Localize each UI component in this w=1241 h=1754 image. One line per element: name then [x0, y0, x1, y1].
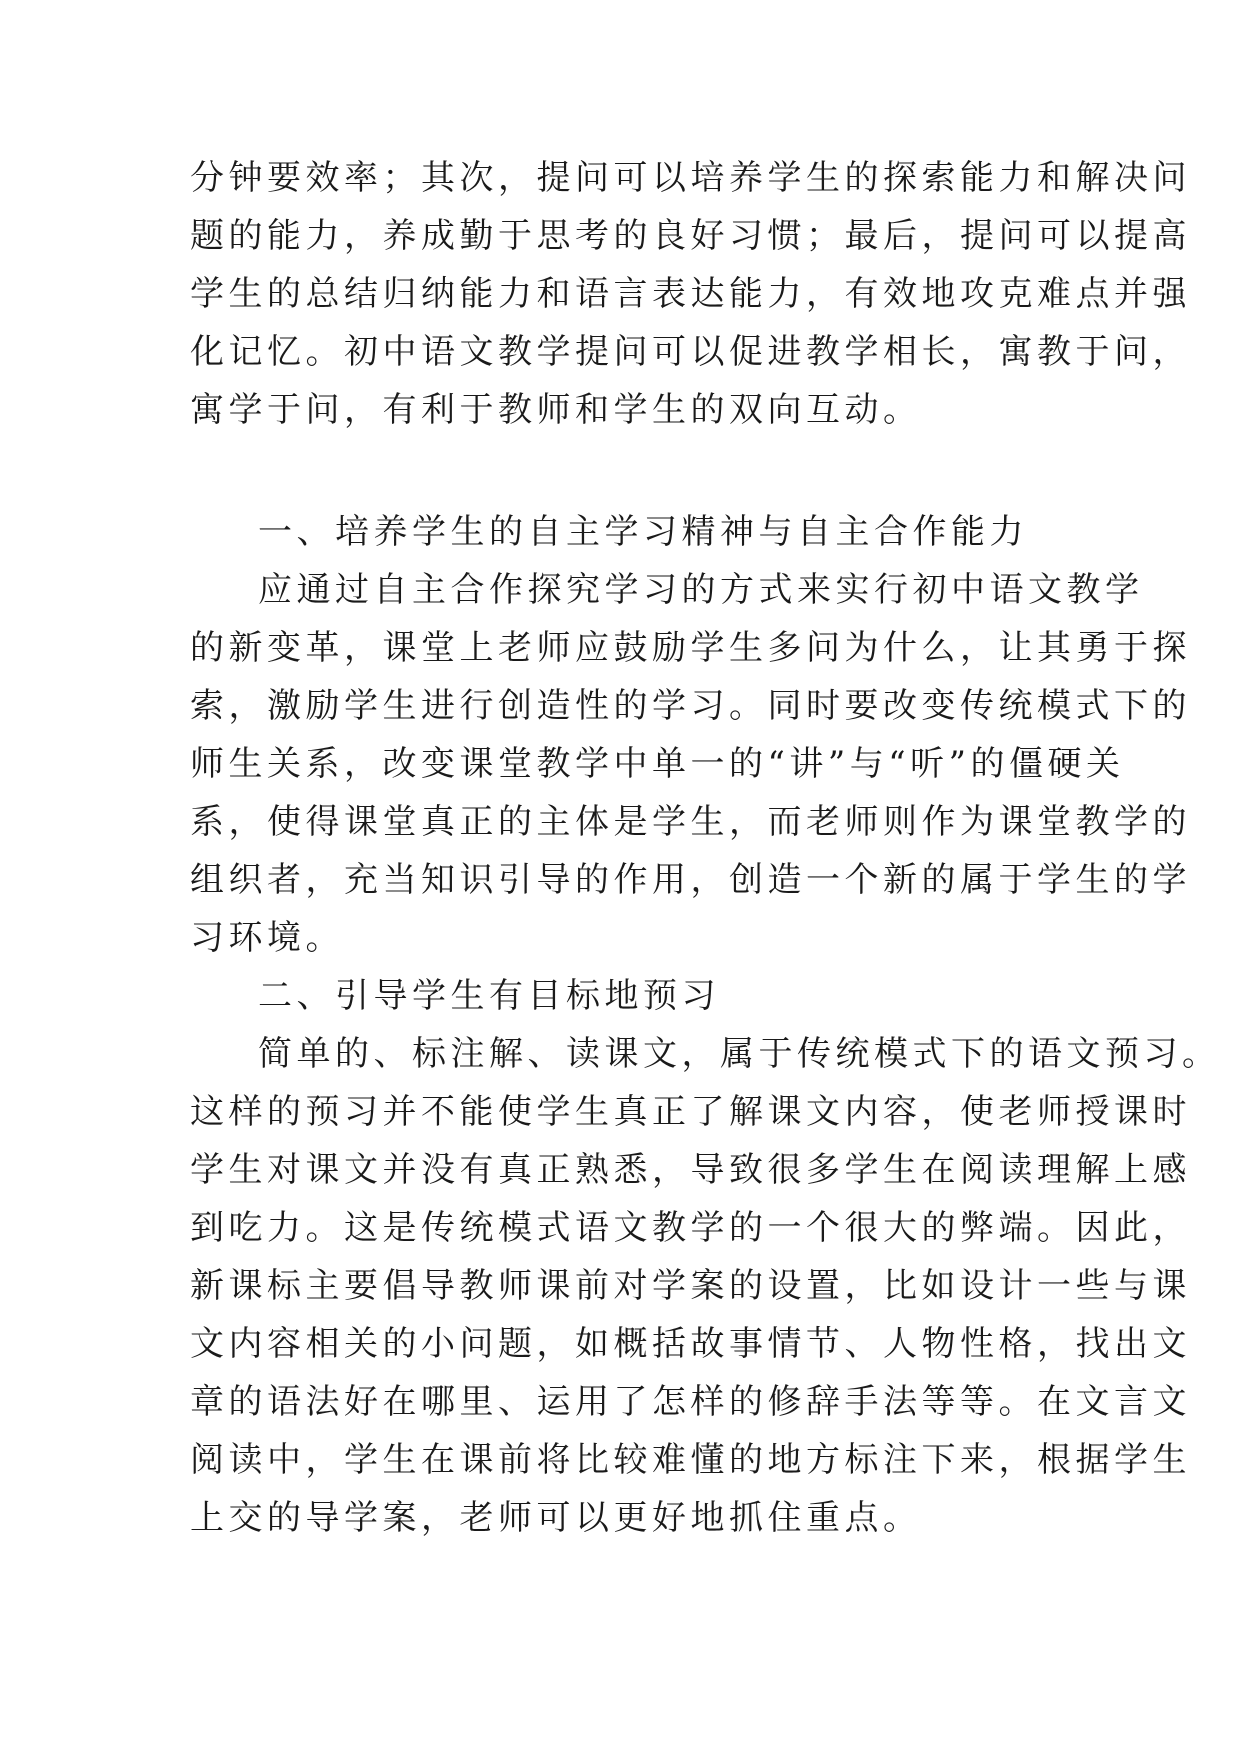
paragraph-line: 题的能力，养成勤于思考的良好习惯；最后，提问可以提高 [190, 216, 1191, 256]
paragraph-line: 文内容相关的小问题，如概括故事情节、人物性格，找出文 [190, 1324, 1191, 1364]
paragraph-line: 系，使得课堂真正的主体是学生，而老师则作为课堂教学的 [190, 802, 1191, 842]
paragraph-line: 索，激励学生进行创造性的学习。同时要改变传统模式下的 [190, 686, 1191, 726]
paragraph-line: 寓学于问，有利于教师和学生的双向互动。 [190, 390, 922, 430]
paragraph-line: 简单的、标注解、读课文，属于传统模式下的语文预习。 [258, 1034, 1221, 1074]
section-heading-1: 一、培养学生的自主学习精神与自主合作能力 [258, 512, 1028, 552]
paragraph-line: 新课标主要倡导教师课前对学案的设置，比如设计一些与课 [190, 1266, 1191, 1306]
paragraph-line: 应通过自主合作探究学习的方式来实行初中语文教学 [258, 570, 1144, 610]
paragraph-line: 这样的预习并不能使学生真正了解课文内容，使老师授课时 [190, 1092, 1191, 1132]
paragraph-line: 阅读中，学生在课前将比较难懂的地方标注下来，根据学生 [190, 1440, 1191, 1480]
paragraph-line: 的新变革，课堂上老师应鼓励学生多问为什么，让其勇于探 [190, 628, 1191, 668]
paragraph-line: 组织者，充当知识引导的作用，创造一个新的属于学生的学 [190, 860, 1191, 900]
paragraph-line: 师生关系，改变课堂教学中单一的“讲”与“听”的僵硬关 [190, 744, 1125, 784]
paragraph-line: 章的语法好在哪里、运用了怎样的修辞手法等等。在文言文 [190, 1382, 1191, 1422]
paragraph-line: 到吃力。这是传统模式语文教学的一个很大的弊端。因此， [190, 1208, 1191, 1248]
paragraph-line: 学生对课文并没有真正熟悉，导致很多学生在阅读理解上感 [190, 1150, 1191, 1190]
paragraph-line: 上交的导学案，老师可以更好地抓住重点。 [190, 1498, 922, 1538]
section-heading-2: 二、引导学生有目标地预习 [258, 976, 720, 1016]
paragraph-line: 学生的总结归纳能力和语言表达能力，有效地攻克难点并强 [190, 274, 1191, 314]
paragraph-line: 化记忆。初中语文教学提问可以促进教学相长，寓教于问， [190, 332, 1191, 372]
paragraph-line: 分钟要效率；其次，提问可以培养学生的探索能力和解决问 [190, 158, 1191, 198]
paragraph-line: 习环境。 [190, 918, 344, 958]
